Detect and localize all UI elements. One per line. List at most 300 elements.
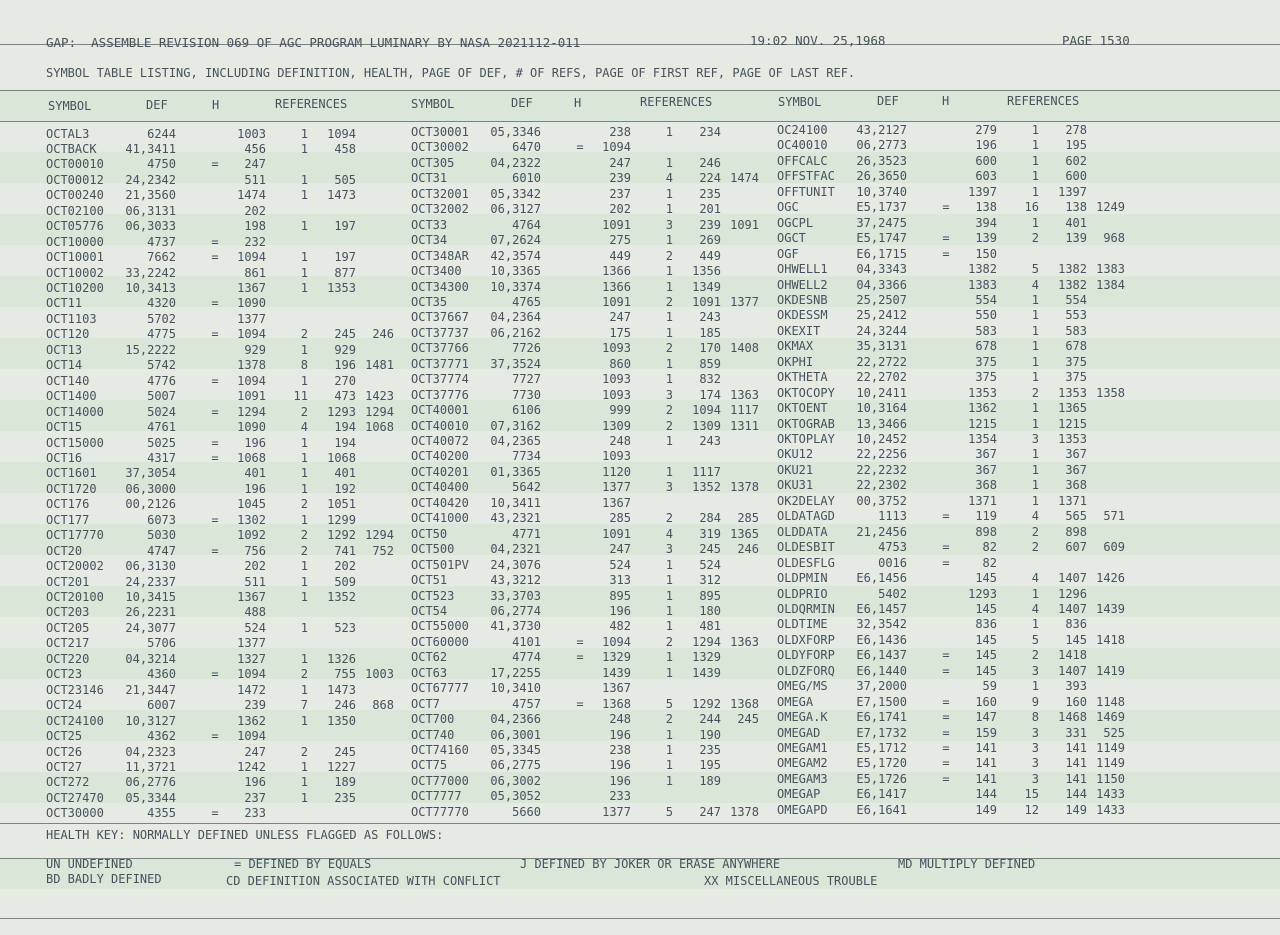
def-page-cell: 375 — [975, 354, 997, 369]
health-cell: = — [211, 250, 219, 265]
def-page-cell: 247 — [244, 744, 266, 759]
first-ref-cell: 1294 — [692, 634, 721, 649]
def-cell: 6010 — [512, 171, 541, 186]
table-row — [411, 805, 771, 820]
health-cell: = — [576, 696, 584, 711]
def-page-cell: 1068 — [237, 450, 266, 465]
first-ref-cell: 449 — [699, 248, 721, 263]
def-cell: 13,3466 — [856, 416, 907, 431]
first-ref-cell: 1365 — [1058, 401, 1087, 416]
def-page-cell: 1474 — [237, 188, 266, 203]
def-cell: 06,3000 — [125, 481, 176, 496]
symbol-cell: OKMAX — [777, 339, 814, 354]
def-cell: E6,1417 — [856, 787, 907, 802]
last-ref-cell: 1433 — [1096, 787, 1125, 802]
table-row — [411, 712, 771, 727]
last-ref-cell: 1433 — [1096, 802, 1125, 817]
ref-count-cell: 1 — [1031, 370, 1039, 385]
first-ref-cell: 458 — [334, 141, 356, 156]
symbol-cell: OHWELL2 — [777, 277, 828, 292]
def-page-cell: 145 — [975, 663, 997, 678]
def-page-cell: 929 — [244, 342, 266, 357]
def-page-cell: 248 — [609, 434, 631, 448]
first-ref-cell: 1051 — [327, 497, 356, 512]
def-page-cell: 1367 — [237, 590, 266, 604]
def-page-cell: 149 — [975, 802, 997, 817]
symbol-cell: OMEGAP — [777, 787, 821, 802]
def-page-cell: 511 — [244, 574, 266, 589]
ref-count-cell: 3 — [1031, 771, 1039, 786]
def-page-cell: 196 — [609, 773, 631, 788]
def-page-cell: 678 — [975, 339, 997, 354]
symbol-cell: OCT177 — [46, 512, 90, 527]
def-cell: E6,1436 — [856, 632, 907, 647]
def-cell: 10,3164 — [856, 401, 907, 416]
def-page-cell: 145 — [975, 571, 997, 586]
last-ref-cell: 1311 — [730, 418, 759, 433]
table-row — [46, 745, 406, 760]
ref-count-cell: 1 — [300, 342, 308, 357]
def-page-cell: 1120 — [602, 464, 631, 479]
def-page-cell: 1378 — [237, 358, 266, 373]
def-page-cell: 1377 — [237, 636, 266, 651]
last-ref-cell: 609 — [1103, 540, 1125, 555]
table-row — [411, 465, 771, 480]
def-cell: 7734 — [512, 449, 541, 464]
ref-count-cell: 1 — [1031, 339, 1039, 354]
first-ref-cell: 1329 — [692, 650, 721, 665]
def-page-cell: 1093 — [602, 449, 631, 464]
symbol-cell: OLDESBIT — [777, 540, 835, 555]
symbol-cell: OCT13 — [46, 342, 83, 357]
def-page-cell: 1093 — [602, 372, 631, 387]
first-ref-cell: 509 — [334, 574, 356, 589]
symbol-cell: OCT348AR — [411, 248, 469, 263]
ref-count-cell: 1 — [1031, 679, 1039, 694]
table-row — [411, 650, 771, 665]
first-ref-cell: 1407 — [1058, 663, 1087, 678]
symbol-cell: OCT20002 — [46, 559, 104, 574]
table-row — [777, 293, 1137, 308]
last-ref-cell: 1423 — [365, 389, 394, 404]
symbol-cell: OCT33 — [411, 217, 448, 232]
def-cell: 4757 — [512, 696, 541, 711]
table-row — [777, 216, 1137, 231]
first-ref-cell: 600 — [1065, 169, 1087, 184]
table-row — [46, 528, 406, 543]
def-cell: 5660 — [512, 804, 541, 819]
first-ref-cell: 741 — [334, 543, 356, 558]
ref-count-cell: 1 — [1031, 462, 1039, 477]
def-cell: E6,1741 — [856, 710, 907, 725]
table-row — [777, 525, 1137, 540]
health-cell: = — [942, 663, 950, 678]
health-key-bd: BD BADLY DEFINED — [46, 872, 162, 886]
health-cell: = — [211, 450, 219, 465]
table-row — [777, 185, 1137, 200]
rule-line — [0, 823, 1280, 824]
health-key-title: HEALTH KEY: NORMALLY DEFINED UNLESS FLAGGED AS FOLLOWS: — [46, 828, 444, 842]
symbol-cell: OCT140 — [46, 373, 90, 388]
table-row — [777, 772, 1137, 787]
first-ref-cell: 194 — [334, 435, 356, 450]
def-page-cell: 600 — [975, 153, 997, 168]
def-cell: 4761 — [147, 420, 176, 435]
symbol-cell: OCT34300 — [411, 279, 469, 294]
def-cell: 1113 — [878, 509, 907, 524]
def-page-cell: 524 — [244, 620, 266, 635]
symbol-cell: OK2DELAY — [777, 493, 835, 508]
first-ref-cell: 375 — [1065, 370, 1087, 385]
ref-count-cell: 1 — [1031, 586, 1039, 601]
symbol-cell: OCT05776 — [46, 219, 104, 234]
health-key-md: MD MULTIPLY DEFINED — [898, 857, 1036, 871]
table-row — [777, 756, 1137, 771]
symbol-cell: OCT10200 — [46, 281, 104, 295]
first-ref-cell: 1094 — [692, 403, 721, 418]
table-row — [411, 310, 771, 325]
table-row — [411, 449, 771, 464]
ref-count-cell: 3 — [1031, 432, 1039, 446]
first-ref-cell: 284 — [699, 511, 721, 526]
first-ref-cell: 189 — [699, 773, 721, 788]
ref-count-cell: 1 — [1031, 416, 1039, 431]
def-cell: 04,3343 — [856, 262, 907, 277]
def-cell: 22,2722 — [856, 354, 907, 369]
def-page-cell: 202 — [244, 203, 266, 218]
def-page-cell: 511 — [244, 172, 266, 187]
first-ref-cell: 1292 — [327, 528, 356, 543]
def-cell: 10,3740 — [856, 184, 907, 199]
ref-count-cell: 1 — [665, 186, 673, 201]
def-page-cell: 237 — [244, 790, 266, 805]
col-header-symbol: SYMBOL — [48, 99, 92, 113]
first-ref-cell: 755 — [334, 667, 356, 682]
def-cell: 10,3374 — [490, 279, 541, 294]
symbol-cell: OCT40200 — [411, 449, 469, 464]
first-ref-cell: 524 — [699, 557, 721, 572]
first-ref-cell: 602 — [1065, 153, 1087, 168]
def-cell: 21,2456 — [856, 524, 907, 539]
ref-count-cell: 1 — [665, 557, 673, 572]
health-key-j: J DEFINED BY JOKER OR ERASE ANYWHERE — [520, 857, 781, 871]
first-ref-cell: 678 — [1065, 339, 1087, 354]
table-row — [777, 432, 1137, 447]
def-page-cell: 1094 — [237, 373, 266, 388]
first-ref-cell: 270 — [334, 373, 356, 388]
symbol-cell: OCT00010 — [46, 157, 104, 172]
col-header-references: REFERENCES — [1007, 94, 1080, 108]
ref-count-cell: 1 — [1031, 138, 1039, 153]
table-row — [411, 341, 771, 356]
ref-count-cell: 1 — [300, 450, 308, 465]
def-page-cell: 238 — [609, 125, 631, 139]
symbol-cell: OKDESSM — [777, 308, 828, 323]
def-cell: 11,3721 — [125, 759, 176, 774]
table-row — [411, 728, 771, 743]
def-cell: E6,1456 — [856, 571, 907, 586]
table-row — [46, 559, 406, 574]
symbol-cell: OCT34 — [411, 233, 448, 248]
def-cell: 43,2321 — [490, 511, 541, 526]
def-cell: 06,3033 — [125, 219, 176, 234]
table-row — [411, 480, 771, 495]
table-row — [777, 571, 1137, 586]
last-ref-cell: 1149 — [1096, 756, 1125, 771]
def-page-cell: 247 — [244, 157, 266, 172]
table-row — [777, 633, 1137, 648]
first-ref-cell: 1352 — [327, 590, 356, 604]
def-cell: 7730 — [512, 387, 541, 402]
def-page-cell: 1090 — [237, 420, 266, 435]
table-row — [777, 787, 1137, 802]
symbol-cell: OCT30001 — [411, 125, 469, 139]
health-cell: = — [942, 756, 950, 771]
ref-count-cell: 1 — [665, 573, 673, 588]
ref-count-cell: 1 — [665, 773, 673, 788]
first-ref-cell: 246 — [334, 698, 356, 713]
symbol-cell: OCT1400 — [46, 389, 97, 404]
def-cell: E5,1737 — [856, 200, 907, 215]
def-cell: 06,2776 — [125, 775, 176, 790]
first-ref-cell: 1293 — [327, 404, 356, 419]
def-cell: 4360 — [147, 667, 176, 682]
table-row — [46, 497, 406, 512]
def-page-cell: 394 — [975, 215, 997, 230]
def-page-cell: 1366 — [602, 264, 631, 279]
ref-count-cell: 1 — [300, 481, 308, 496]
def-page-cell: 196 — [609, 727, 631, 742]
symbol-cell: OCT700 — [411, 712, 455, 727]
rule-line — [0, 90, 1280, 91]
col-header-def: DEF — [511, 96, 533, 110]
def-cell: 4753 — [878, 540, 907, 555]
symbol-cell: OCT00012 — [46, 172, 104, 187]
ref-count-cell: 2 — [665, 248, 673, 263]
def-cell: 04,3366 — [856, 277, 907, 292]
symbol-cell: OCT40201 — [411, 464, 469, 479]
symbol-cell: OFFTUNIT — [777, 184, 835, 199]
last-ref-cell: 525 — [1103, 725, 1125, 740]
symbol-cell: OCT30002 — [411, 140, 469, 155]
def-cell: 05,3346 — [490, 125, 541, 139]
table-row — [46, 791, 406, 806]
first-ref-cell: 1418 — [1058, 648, 1087, 663]
symbol-cell: OCT1103 — [46, 311, 97, 326]
ref-count-cell: 1 — [665, 310, 673, 325]
def-cell: 4362 — [147, 729, 176, 744]
def-cell: 06,3130 — [125, 559, 176, 574]
table-row — [46, 760, 406, 775]
ref-count-cell: 8 — [1031, 710, 1039, 725]
table-row — [411, 202, 771, 217]
symbol-cell: OCT740 — [411, 727, 455, 742]
ref-count-cell: 1 — [300, 281, 308, 295]
def-cell: 4750 — [147, 157, 176, 172]
ref-count-cell: 1 — [1031, 308, 1039, 323]
symbol-cell: OLDDATA — [777, 524, 828, 539]
first-ref-cell: 239 — [699, 217, 721, 232]
health-cell: = — [942, 555, 950, 570]
def-cell: 26,3650 — [856, 169, 907, 184]
symbol-cell: OMEG/MS — [777, 679, 828, 694]
table-row — [777, 370, 1137, 385]
def-page-cell: 1093 — [602, 341, 631, 356]
symbol-cell: OCT25 — [46, 729, 83, 744]
first-ref-cell: 243 — [699, 434, 721, 448]
table-row — [46, 806, 406, 821]
def-cell: 01,3365 — [490, 464, 541, 479]
def-page-cell: 550 — [975, 308, 997, 323]
def-page-cell: 1354 — [968, 432, 997, 446]
ref-count-cell: 3 — [665, 217, 673, 232]
def-page-cell: 999 — [609, 403, 631, 418]
first-ref-cell: 319 — [699, 526, 721, 541]
symbol-cell: OC24100 — [777, 123, 828, 137]
last-ref-cell: 1358 — [1096, 385, 1125, 400]
symbol-cell: OCT14 — [46, 358, 83, 373]
symbol-cell: OCT37771 — [411, 356, 469, 371]
first-ref-cell: 269 — [699, 233, 721, 248]
def-cell: 37,2000 — [856, 679, 907, 694]
ref-count-cell: 1 — [300, 713, 308, 728]
def-cell: 6244 — [147, 126, 176, 141]
def-cell: 04,2365 — [490, 434, 541, 448]
def-cell: 06,3127 — [490, 202, 541, 217]
ref-count-cell: 2 — [300, 667, 308, 682]
ref-count-cell: 1 — [300, 590, 308, 604]
first-ref-cell: 1397 — [1058, 184, 1087, 199]
last-ref-cell: 752 — [372, 543, 394, 558]
def-page-cell: 1329 — [602, 650, 631, 665]
first-ref-cell: 194 — [334, 420, 356, 435]
def-page-cell: 1091 — [237, 389, 266, 404]
symbol-cell: OMEGA — [777, 694, 814, 709]
table-row — [411, 264, 771, 279]
last-ref-cell: 1469 — [1096, 710, 1125, 725]
table-row — [777, 324, 1137, 339]
health-cell: = — [942, 200, 950, 215]
first-ref-cell: 832 — [699, 372, 721, 387]
last-ref-cell: 1384 — [1096, 277, 1125, 292]
ref-count-cell: 1 — [665, 202, 673, 217]
def-page-cell: 150 — [975, 246, 997, 261]
symbol-cell: OCT23146 — [46, 682, 104, 697]
ref-count-cell: 2 — [665, 341, 673, 356]
first-ref-cell: 565 — [1065, 509, 1087, 524]
def-page-cell: 1215 — [968, 416, 997, 431]
def-page-cell: 456 — [244, 141, 266, 156]
def-page-cell: 141 — [975, 771, 997, 786]
symbol-cell: OCT40400 — [411, 480, 469, 495]
last-ref-cell: 1150 — [1096, 771, 1125, 786]
ref-count-cell: 3 — [1031, 725, 1039, 740]
symbol-cell: OKTOENT — [777, 401, 828, 416]
def-cell: 37,3524 — [490, 356, 541, 371]
table-row — [777, 308, 1137, 323]
last-ref-cell: 1068 — [365, 420, 394, 435]
health-cell: = — [942, 231, 950, 246]
def-page-cell: 59 — [982, 679, 997, 694]
last-ref-cell: 1294 — [365, 528, 394, 543]
def-page-cell: 1366 — [602, 279, 631, 294]
symbol-cell: OCT203 — [46, 605, 90, 620]
table-row — [411, 419, 771, 434]
symbol-cell: OKPHI — [777, 354, 814, 369]
health-cell: = — [211, 296, 219, 311]
symbol-cell: OCT24 — [46, 698, 83, 713]
health-cell: = — [942, 694, 950, 709]
last-ref-cell: 1091 — [730, 217, 759, 232]
def-cell: E6,1437 — [856, 648, 907, 663]
def-page-cell: 860 — [609, 356, 631, 371]
def-cell: 10,3415 — [125, 590, 176, 604]
ref-count-cell: 2 — [300, 404, 308, 419]
first-ref-cell: 1468 — [1058, 710, 1087, 725]
ref-count-cell: 2 — [300, 744, 308, 759]
table-row — [411, 573, 771, 588]
def-page-cell: 1309 — [602, 418, 631, 433]
def-page-cell: 196 — [609, 603, 631, 618]
def-cell: 21,3447 — [125, 682, 176, 697]
def-page-cell: 1045 — [237, 497, 266, 512]
ref-count-cell: 1 — [665, 619, 673, 634]
table-row — [777, 726, 1137, 741]
first-ref-cell: 141 — [1065, 771, 1087, 786]
def-page-cell: 141 — [975, 741, 997, 755]
health-cell: = — [942, 710, 950, 725]
table-row — [411, 249, 771, 264]
def-page-cell: 247 — [609, 155, 631, 170]
table-row — [46, 513, 406, 528]
symbol-cell: OKEXIT — [777, 323, 821, 338]
table-row — [46, 343, 406, 358]
def-cell: E6,1457 — [856, 601, 907, 616]
def-cell: 4737 — [147, 234, 176, 249]
def-page-cell: 1377 — [602, 804, 631, 819]
ref-count-cell: 1 — [1031, 478, 1039, 493]
ref-count-cell: 1 — [300, 141, 308, 156]
table-row — [46, 235, 406, 250]
col-header-health: H — [212, 98, 220, 112]
first-ref-cell: 197 — [334, 219, 356, 234]
ref-count-cell: 1 — [665, 279, 673, 294]
health-cell: = — [942, 246, 950, 261]
symbol-cell: OKTOPLAY — [777, 432, 835, 446]
def-page-cell: 198 — [244, 219, 266, 234]
symbol-cell: OCT40420 — [411, 495, 469, 510]
health-cell: = — [211, 512, 219, 527]
def-cell: 0016 — [878, 555, 907, 570]
symbol-cell: OCT26 — [46, 744, 83, 759]
first-ref-cell: 202 — [334, 559, 356, 574]
def-page-cell: 1242 — [237, 759, 266, 774]
table-row — [411, 156, 771, 171]
ref-count-cell: 1 — [665, 588, 673, 603]
def-page-cell: 375 — [975, 370, 997, 385]
def-page-cell: 82 — [982, 540, 997, 555]
ref-count-cell: 1 — [300, 219, 308, 234]
def-cell: 04,2364 — [490, 310, 541, 325]
page-header-title: GAP: ASSEMBLE REVISION 069 OF AGC PROGRAM LUMINARY BY NASA 2021112-011 — [46, 35, 581, 50]
table-row — [46, 296, 406, 311]
first-ref-cell: 190 — [699, 727, 721, 742]
ref-count-cell: 1 — [300, 188, 308, 203]
def-page-cell: 861 — [244, 265, 266, 280]
symbol-cell: OMEGAM3 — [777, 771, 828, 786]
health-cell: = — [211, 157, 219, 172]
ref-count-cell: 9 — [1031, 694, 1039, 709]
